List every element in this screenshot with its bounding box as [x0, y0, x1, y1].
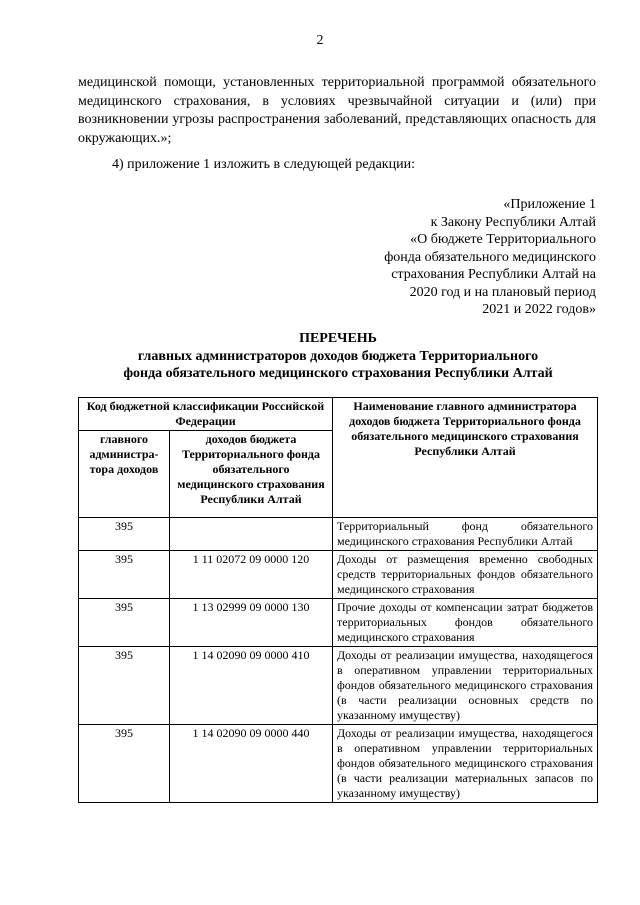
cell-name: Прочие доходы от компенсации затрат бюджетов территориальных фондов обязательного медицинского страхования — [333, 599, 598, 647]
appendix-line: «О бюджете Территориального — [410, 232, 596, 247]
paragraph-item-4: 4) приложение 1 изложить в следующей редакции: — [112, 157, 415, 172]
cell-name: Доходы от реализации имущества, находящегося в оперативном управлении территориальных фондов обязательного медицинского страхования (в части реализации основных средств по указанному имуществу) — [333, 647, 598, 725]
cell-name: Доходы от реализации имущества, находящегося в оперативном управлении территориальных фондов обязательного медицинского страхования (в части реализации материальных запасов по указанному имуществу) — [333, 725, 598, 803]
table-row — [79, 551, 598, 599]
cell-admin-code: 395 — [79, 518, 170, 551]
list-heading — [78, 330, 598, 383]
cell-admin-code: 395 — [79, 551, 170, 599]
heading-line: главных администраторов доходов бюджета Территориального — [137, 348, 539, 364]
paragraph-continuation: медицинской помощи, установленных территориальной программой обязательного медицинского страхования, в условиях чрезвычайной ситуации и (или) при возникновении угрозы распространения заболеваний, представляющих опасность для окружающих.»; — [78, 75, 596, 146]
appendix-line: фонда обязательного медицинского — [384, 249, 596, 265]
cell-income-code: 1 11 02072 09 0000 120 — [170, 551, 333, 599]
cell-name: Доходы от размещения временно свободных средств территориальных фондов обязательного медицинского страхования — [333, 551, 598, 599]
cell-admin-code: 395 — [79, 599, 170, 647]
appendix-line: 2020 год и на плановый период — [409, 284, 596, 300]
header-administrator-name: Наименование главного администратора доходов бюджета Территориального фонда обязательного медицинского страхования Республики Алтай — [333, 398, 598, 518]
cell-income-code — [170, 518, 333, 551]
header-fund-income: доходов бюджета Территориального фонда обязательного медицинского страхования Республики Алтай — [170, 431, 333, 518]
cell-income-code: 1 14 02090 09 0000 440 — [170, 725, 333, 803]
appendix-line: страхования Республики Алтай на — [391, 267, 596, 282]
table-row — [79, 599, 598, 647]
appendix-line: к Закону Республики Алтай — [430, 214, 596, 230]
administrators-table — [78, 397, 598, 803]
page-number: 2 — [316, 33, 324, 48]
cell-name: Территориальный фонд обязательного медицинского страхования Республики Алтай — [333, 518, 598, 551]
table-row — [79, 725, 598, 803]
cell-income-code: 1 14 02090 09 0000 410 — [170, 647, 333, 725]
cell-income-code: 1 13 02999 09 0000 130 — [170, 599, 333, 647]
cell-admin-code: 395 — [79, 725, 170, 803]
appendix-line: «Приложение 1 — [503, 197, 596, 212]
table-header-row — [79, 398, 598, 431]
header-classification-code: Код бюджетной классификации Российской Федерации — [79, 398, 333, 431]
table-row — [79, 647, 598, 725]
appendix-line: 2021 и 2022 годов» — [482, 302, 596, 317]
appendix-reference — [384, 196, 596, 319]
header-chief-administrator: главного администра-тора доходов — [79, 431, 170, 518]
table-row — [79, 518, 598, 551]
cell-admin-code: 395 — [79, 647, 170, 725]
heading-line: фонда обязательного медицинского страхования Республики Алтай — [123, 366, 553, 381]
body-text — [78, 74, 596, 175]
heading-title: ПЕРЕЧЕНЬ — [299, 331, 377, 346]
